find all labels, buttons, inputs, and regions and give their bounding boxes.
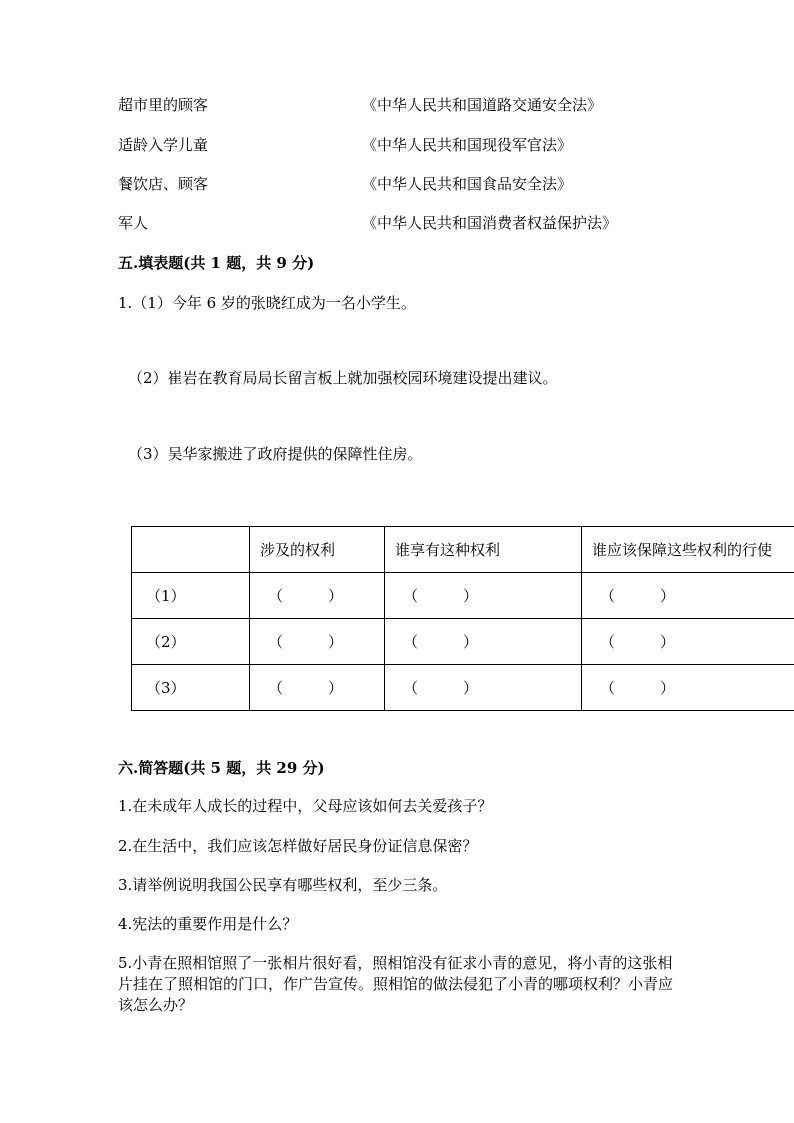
section6-q3: 3.请举例说明我国公民享有哪些权利，至少三条。 [118,876,448,894]
section5-q1-item2: （2）崔岩在教育局局长留言板上就加强校园环境建设提出建议。 [128,369,558,387]
table-header-cell: 谁享有这种权利 [385,527,582,573]
blank-parens: （ ） [403,633,479,651]
table-blank-cell[interactable] [582,665,794,711]
table-row [132,619,794,665]
section6-title: 六.简答题(共 5 题，共 29 分) [118,759,325,777]
match-left-2: 适龄入学儿童 [118,136,209,154]
blank-parens: （ ） [403,679,479,697]
blank-parens: （ ） [600,679,676,697]
table-row [132,665,794,711]
blank-parens: （ ） [600,633,676,651]
match-left-3: 餐饮店、顾客 [118,175,209,193]
match-left-4: 军人 [118,214,149,232]
table-header-cell: 谁应该保障这些权利的行使 [582,527,794,573]
blank-parens: （ ） [268,679,344,697]
match-right-4: 《中华人民共和国消费者权益保护法》 [362,214,618,232]
blank-parens: （ ） [268,633,344,651]
match-right-1: 《中华人民共和国道路交通安全法》 [362,96,603,114]
section6-q4: 4.宪法的重要作用是什么？ [118,915,298,933]
table-blank-cell[interactable] [582,619,794,665]
section6-q5: 5.小青在照相馆照了一张相片很好看，照相馆没有征求小青的意见，将小青的这张相片挂在了照相馆的门口，作广告宣传。照相馆的做法侵犯了小青的哪项权利？小青应该怎么办？ [118,954,674,1014]
table-blank-cell[interactable] [385,573,582,619]
blank-parens: （ ） [600,587,676,605]
section6-q2: 2.在生活中，我们应该怎样做好居民身份证信息保密？ [118,837,478,855]
table-blank-cell[interactable] [582,573,794,619]
table-header-cell: 涉及的权利 [250,527,385,573]
match-right-2: 《中华人民共和国现役军官法》 [362,136,573,154]
blank-parens: （ ） [403,587,479,605]
table-header-row [132,527,794,573]
table-row-label: （3） [132,665,250,711]
section5-q1-intro: 1.（1）今年 6 岁的张晓红成为一名小学生。 [118,294,416,312]
section6-q1: 1.在未成年人成长的过程中，父母应该如何去关爱孩子？ [118,797,493,815]
match-right-3: 《中华人民共和国食品安全法》 [362,175,573,193]
table-row-label: （1） [132,573,250,619]
table-blank-cell[interactable] [250,665,385,711]
table-header-cell [132,527,250,573]
match-left-1: 超市里的顾客 [118,96,209,114]
section5-q1-item3: （3）吴华家搬进了政府提供的保障性住房。 [128,445,423,463]
table-row-label: （2） [132,619,250,665]
table-row [132,573,794,619]
table-blank-cell[interactable] [250,619,385,665]
table-blank-cell[interactable] [385,619,582,665]
section5-title: 五.填表题(共 1 题，共 9 分) [118,254,315,272]
fill-table [131,526,794,711]
table-blank-cell[interactable] [250,573,385,619]
table-blank-cell[interactable] [385,665,582,711]
blank-parens: （ ） [268,587,344,605]
